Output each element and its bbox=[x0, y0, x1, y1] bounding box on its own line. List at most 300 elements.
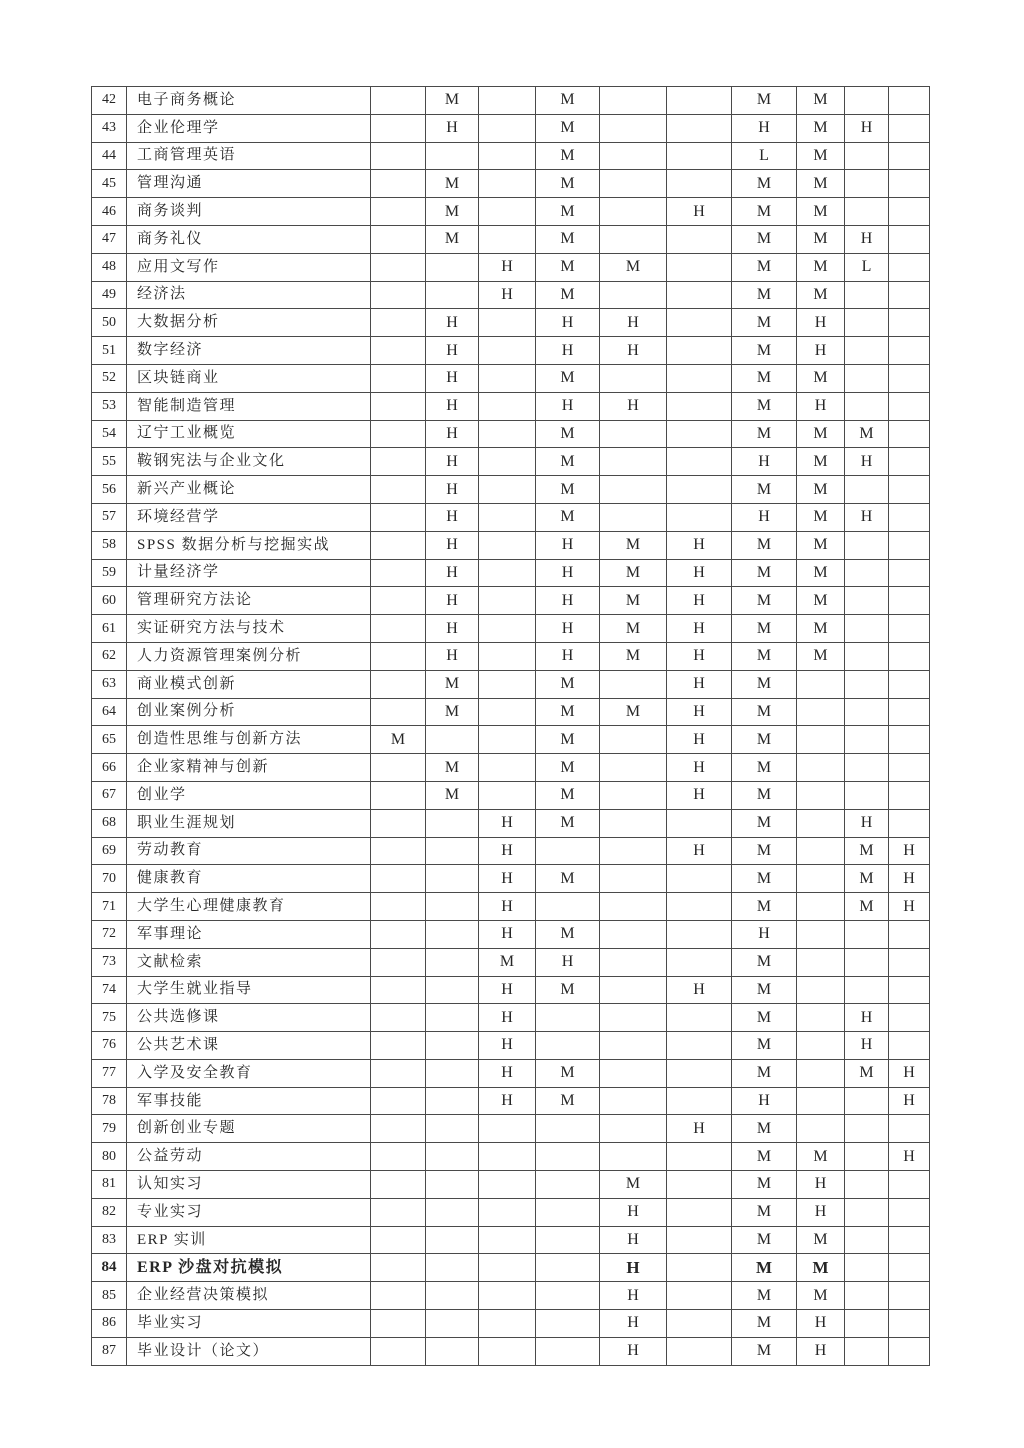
matrix-value-cell: M bbox=[536, 726, 600, 754]
matrix-value-cell bbox=[889, 1115, 930, 1143]
matrix-value-cell bbox=[536, 1226, 600, 1254]
matrix-value-cell: H bbox=[600, 1254, 667, 1282]
table-row bbox=[92, 893, 930, 921]
matrix-value-cell bbox=[889, 114, 930, 142]
matrix-value-cell bbox=[797, 976, 845, 1004]
matrix-value-cell bbox=[797, 754, 845, 782]
matrix-value-cell bbox=[797, 698, 845, 726]
course-name-cell: 公共艺术课 bbox=[127, 1032, 371, 1060]
matrix-value-cell bbox=[889, 448, 930, 476]
matrix-value-cell bbox=[600, 503, 667, 531]
matrix-value-cell bbox=[797, 1032, 845, 1060]
matrix-value-cell bbox=[889, 309, 930, 337]
matrix-value-cell: M bbox=[732, 1226, 797, 1254]
matrix-value-cell: H bbox=[536, 392, 600, 420]
matrix-value-cell: M bbox=[536, 114, 600, 142]
course-name-cell: 军事技能 bbox=[127, 1087, 371, 1115]
matrix-value-cell: M bbox=[426, 781, 479, 809]
matrix-value-cell: M bbox=[536, 225, 600, 253]
matrix-value-cell: H bbox=[426, 114, 479, 142]
matrix-value-cell bbox=[889, 198, 930, 226]
matrix-value-cell bbox=[426, 1004, 479, 1032]
course-name-cell: 大数据分析 bbox=[127, 309, 371, 337]
row-number-cell: 76 bbox=[92, 1032, 127, 1060]
matrix-value-cell: M bbox=[536, 253, 600, 281]
matrix-value-cell bbox=[845, 754, 889, 782]
matrix-value-cell: H bbox=[600, 1198, 667, 1226]
table-row bbox=[92, 1171, 930, 1199]
matrix-value-cell bbox=[845, 364, 889, 392]
matrix-value-cell: H bbox=[426, 337, 479, 365]
matrix-value-cell: M bbox=[732, 1254, 797, 1282]
matrix-value-cell: M bbox=[797, 87, 845, 115]
matrix-value-cell: M bbox=[600, 587, 667, 615]
matrix-value-cell: M bbox=[732, 642, 797, 670]
matrix-value-cell: M bbox=[426, 170, 479, 198]
matrix-value-cell: M bbox=[600, 253, 667, 281]
matrix-value-cell: H bbox=[732, 1087, 797, 1115]
matrix-value-cell bbox=[889, 1337, 930, 1365]
matrix-value-cell bbox=[479, 531, 536, 559]
matrix-value-cell bbox=[667, 948, 732, 976]
matrix-value-cell: M bbox=[797, 170, 845, 198]
matrix-value-cell: H bbox=[667, 726, 732, 754]
matrix-value-cell: H bbox=[845, 809, 889, 837]
matrix-value-cell: M bbox=[600, 531, 667, 559]
matrix-value-cell bbox=[797, 670, 845, 698]
matrix-value-cell bbox=[845, 142, 889, 170]
matrix-value-cell: M bbox=[732, 670, 797, 698]
matrix-value-cell bbox=[371, 392, 426, 420]
matrix-value-cell: H bbox=[797, 1337, 845, 1365]
matrix-value-cell bbox=[371, 837, 426, 865]
matrix-value-cell: M bbox=[600, 1171, 667, 1199]
table-row bbox=[92, 865, 930, 893]
matrix-value-cell: M bbox=[845, 893, 889, 921]
row-number-cell: 62 bbox=[92, 642, 127, 670]
matrix-value-cell bbox=[889, 1032, 930, 1060]
row-number-cell: 85 bbox=[92, 1282, 127, 1310]
matrix-value-cell: M bbox=[732, 1337, 797, 1365]
course-name-cell: 公共选修课 bbox=[127, 1004, 371, 1032]
matrix-value-cell bbox=[371, 364, 426, 392]
course-name-cell: 专业实习 bbox=[127, 1198, 371, 1226]
matrix-value-cell: M bbox=[845, 837, 889, 865]
matrix-value-cell bbox=[845, 476, 889, 504]
matrix-value-cell bbox=[600, 893, 667, 921]
matrix-value-cell bbox=[600, 865, 667, 893]
matrix-value-cell: H bbox=[797, 1171, 845, 1199]
matrix-value-cell: H bbox=[536, 587, 600, 615]
row-number-cell: 87 bbox=[92, 1337, 127, 1365]
course-name-cell: 鞍钢宪法与企业文化 bbox=[127, 448, 371, 476]
matrix-value-cell: H bbox=[797, 1198, 845, 1226]
row-number-cell: 71 bbox=[92, 893, 127, 921]
matrix-value-cell bbox=[797, 865, 845, 893]
row-number-cell: 70 bbox=[92, 865, 127, 893]
matrix-value-cell bbox=[371, 531, 426, 559]
matrix-value-cell: M bbox=[797, 1282, 845, 1310]
row-number-cell: 54 bbox=[92, 420, 127, 448]
matrix-value-cell bbox=[479, 1337, 536, 1365]
table-row bbox=[92, 1310, 930, 1338]
matrix-value-cell bbox=[889, 642, 930, 670]
matrix-value-cell bbox=[667, 1143, 732, 1171]
matrix-value-cell bbox=[667, 1198, 732, 1226]
row-number-cell: 50 bbox=[92, 309, 127, 337]
matrix-value-cell bbox=[845, 1254, 889, 1282]
matrix-value-cell bbox=[371, 1198, 426, 1226]
table-row bbox=[92, 1226, 930, 1254]
course-name-cell: 实证研究方法与技术 bbox=[127, 615, 371, 643]
matrix-value-cell bbox=[600, 476, 667, 504]
matrix-value-cell: H bbox=[667, 1115, 732, 1143]
matrix-value-cell: H bbox=[536, 337, 600, 365]
matrix-value-cell: M bbox=[732, 364, 797, 392]
matrix-value-cell: H bbox=[600, 1226, 667, 1254]
matrix-value-cell: M bbox=[536, 420, 600, 448]
matrix-value-cell: M bbox=[732, 1115, 797, 1143]
table-row bbox=[92, 309, 930, 337]
matrix-value-cell bbox=[371, 253, 426, 281]
course-name-cell: 新兴产业概论 bbox=[127, 476, 371, 504]
row-number-cell: 72 bbox=[92, 920, 127, 948]
row-number-cell: 52 bbox=[92, 364, 127, 392]
matrix-value-cell bbox=[889, 559, 930, 587]
matrix-value-cell: H bbox=[426, 476, 479, 504]
matrix-value-cell: H bbox=[479, 865, 536, 893]
course-name-cell: 数字经济 bbox=[127, 337, 371, 365]
matrix-value-cell bbox=[797, 837, 845, 865]
matrix-value-cell: M bbox=[797, 225, 845, 253]
matrix-value-cell: H bbox=[536, 309, 600, 337]
matrix-value-cell: M bbox=[732, 587, 797, 615]
matrix-value-cell bbox=[479, 1198, 536, 1226]
matrix-value-cell: H bbox=[426, 531, 479, 559]
matrix-value-cell: M bbox=[732, 87, 797, 115]
matrix-value-cell bbox=[426, 809, 479, 837]
matrix-value-cell bbox=[479, 225, 536, 253]
matrix-value-cell: M bbox=[732, 476, 797, 504]
matrix-value-cell: H bbox=[845, 225, 889, 253]
matrix-value-cell bbox=[426, 1032, 479, 1060]
matrix-value-cell bbox=[889, 976, 930, 1004]
matrix-value-cell bbox=[889, 587, 930, 615]
matrix-value-cell: M bbox=[732, 865, 797, 893]
matrix-value-cell: H bbox=[889, 1143, 930, 1171]
matrix-value-cell: M bbox=[732, 698, 797, 726]
matrix-value-cell bbox=[845, 1115, 889, 1143]
matrix-value-cell: H bbox=[479, 893, 536, 921]
matrix-value-cell bbox=[797, 1059, 845, 1087]
row-number-cell: 73 bbox=[92, 948, 127, 976]
matrix-value-cell bbox=[426, 1282, 479, 1310]
matrix-value-cell bbox=[889, 726, 930, 754]
matrix-value-cell bbox=[600, 142, 667, 170]
row-number-cell: 43 bbox=[92, 114, 127, 142]
course-name-cell: 创造性思维与创新方法 bbox=[127, 726, 371, 754]
matrix-value-cell: H bbox=[667, 559, 732, 587]
matrix-value-cell bbox=[371, 1004, 426, 1032]
matrix-value-cell: M bbox=[797, 253, 845, 281]
matrix-value-cell: H bbox=[479, 920, 536, 948]
matrix-value-cell bbox=[479, 587, 536, 615]
matrix-value-cell bbox=[479, 198, 536, 226]
table-row bbox=[92, 364, 930, 392]
row-number-cell: 63 bbox=[92, 670, 127, 698]
matrix-value-cell bbox=[536, 1282, 600, 1310]
matrix-value-cell bbox=[479, 114, 536, 142]
matrix-value-cell bbox=[845, 337, 889, 365]
table-row bbox=[92, 503, 930, 531]
course-name-cell: 创业案例分析 bbox=[127, 698, 371, 726]
course-name-cell: 企业经营决策模拟 bbox=[127, 1282, 371, 1310]
matrix-value-cell bbox=[600, 670, 667, 698]
matrix-value-cell: H bbox=[426, 309, 479, 337]
matrix-value-cell: M bbox=[426, 754, 479, 782]
matrix-value-cell: M bbox=[732, 1059, 797, 1087]
row-number-cell: 42 bbox=[92, 87, 127, 115]
row-number-cell: 45 bbox=[92, 170, 127, 198]
matrix-value-cell: M bbox=[600, 642, 667, 670]
table-row bbox=[92, 615, 930, 643]
table-row bbox=[92, 114, 930, 142]
matrix-value-cell: M bbox=[732, 420, 797, 448]
matrix-value-cell: H bbox=[667, 976, 732, 1004]
table-row bbox=[92, 1337, 930, 1365]
matrix-value-cell bbox=[600, 114, 667, 142]
row-number-cell: 69 bbox=[92, 837, 127, 865]
row-number-cell: 81 bbox=[92, 1171, 127, 1199]
course-name-cell: 智能制造管理 bbox=[127, 392, 371, 420]
row-number-cell: 59 bbox=[92, 559, 127, 587]
matrix-value-cell bbox=[845, 615, 889, 643]
matrix-value-cell: H bbox=[426, 587, 479, 615]
matrix-value-cell bbox=[479, 670, 536, 698]
course-name-cell: 健康教育 bbox=[127, 865, 371, 893]
matrix-value-cell: M bbox=[426, 225, 479, 253]
matrix-value-cell: M bbox=[536, 448, 600, 476]
matrix-value-cell bbox=[845, 1143, 889, 1171]
matrix-value-cell: M bbox=[732, 281, 797, 309]
matrix-value-cell bbox=[667, 476, 732, 504]
course-name-cell: 应用文写作 bbox=[127, 253, 371, 281]
row-number-cell: 53 bbox=[92, 392, 127, 420]
course-name-cell: 人力资源管理案例分析 bbox=[127, 642, 371, 670]
matrix-value-cell bbox=[889, 1004, 930, 1032]
matrix-value-cell: M bbox=[797, 198, 845, 226]
matrix-value-cell bbox=[426, 1171, 479, 1199]
matrix-value-cell bbox=[889, 1171, 930, 1199]
matrix-value-cell bbox=[667, 253, 732, 281]
matrix-value-cell: M bbox=[536, 1059, 600, 1087]
matrix-value-cell: M bbox=[536, 809, 600, 837]
matrix-value-cell: M bbox=[797, 420, 845, 448]
matrix-value-cell bbox=[479, 726, 536, 754]
matrix-value-cell bbox=[479, 754, 536, 782]
matrix-value-cell: M bbox=[732, 392, 797, 420]
matrix-value-cell bbox=[600, 225, 667, 253]
matrix-value-cell: H bbox=[426, 642, 479, 670]
matrix-value-cell: M bbox=[732, 615, 797, 643]
matrix-value-cell bbox=[536, 1310, 600, 1338]
matrix-value-cell bbox=[889, 615, 930, 643]
matrix-value-cell: M bbox=[797, 642, 845, 670]
matrix-value-cell bbox=[426, 1254, 479, 1282]
matrix-value-cell: H bbox=[600, 337, 667, 365]
matrix-value-cell bbox=[600, 837, 667, 865]
matrix-value-cell bbox=[600, 1032, 667, 1060]
matrix-value-cell bbox=[426, 1143, 479, 1171]
matrix-value-cell bbox=[479, 1226, 536, 1254]
matrix-value-cell bbox=[600, 1115, 667, 1143]
matrix-value-cell bbox=[536, 837, 600, 865]
table-row bbox=[92, 837, 930, 865]
matrix-value-cell bbox=[600, 809, 667, 837]
matrix-value-cell bbox=[479, 309, 536, 337]
matrix-value-cell: M bbox=[797, 615, 845, 643]
matrix-value-cell bbox=[479, 781, 536, 809]
matrix-value-cell bbox=[536, 1143, 600, 1171]
matrix-value-cell: H bbox=[845, 1004, 889, 1032]
matrix-value-cell bbox=[845, 559, 889, 587]
matrix-value-cell: M bbox=[536, 198, 600, 226]
matrix-value-cell bbox=[667, 1254, 732, 1282]
matrix-value-cell bbox=[479, 448, 536, 476]
matrix-value-cell: H bbox=[732, 114, 797, 142]
matrix-value-cell bbox=[426, 1059, 479, 1087]
matrix-value-cell: H bbox=[479, 1087, 536, 1115]
table-row bbox=[92, 225, 930, 253]
course-name-cell: 毕业实习 bbox=[127, 1310, 371, 1338]
matrix-value-cell bbox=[845, 1226, 889, 1254]
course-name-cell: 文献检索 bbox=[127, 948, 371, 976]
row-number-cell: 64 bbox=[92, 698, 127, 726]
matrix-value-cell bbox=[797, 893, 845, 921]
matrix-value-cell bbox=[536, 1115, 600, 1143]
table-row bbox=[92, 476, 930, 504]
matrix-value-cell: M bbox=[732, 837, 797, 865]
matrix-value-cell: M bbox=[797, 476, 845, 504]
matrix-value-cell: H bbox=[479, 976, 536, 1004]
matrix-value-cell bbox=[600, 726, 667, 754]
matrix-value-cell bbox=[600, 976, 667, 1004]
matrix-value-cell bbox=[667, 87, 732, 115]
matrix-value-cell bbox=[667, 170, 732, 198]
matrix-value-cell bbox=[667, 420, 732, 448]
matrix-value-cell bbox=[600, 1143, 667, 1171]
table-row bbox=[92, 754, 930, 782]
matrix-value-cell: H bbox=[479, 809, 536, 837]
matrix-value-cell: H bbox=[479, 837, 536, 865]
row-number-cell: 84 bbox=[92, 1254, 127, 1282]
matrix-value-cell: H bbox=[600, 1282, 667, 1310]
matrix-value-cell: H bbox=[536, 559, 600, 587]
matrix-value-cell: M bbox=[732, 1198, 797, 1226]
matrix-value-cell: M bbox=[732, 253, 797, 281]
table-row bbox=[92, 698, 930, 726]
matrix-value-cell bbox=[536, 1171, 600, 1199]
matrix-value-cell: M bbox=[536, 920, 600, 948]
matrix-value-cell bbox=[600, 198, 667, 226]
matrix-value-cell bbox=[667, 142, 732, 170]
matrix-value-cell: M bbox=[732, 1282, 797, 1310]
matrix-value-cell bbox=[426, 976, 479, 1004]
matrix-value-cell: M bbox=[797, 531, 845, 559]
row-number-cell: 79 bbox=[92, 1115, 127, 1143]
matrix-value-cell: M bbox=[600, 559, 667, 587]
matrix-value-cell bbox=[371, 1115, 426, 1143]
matrix-value-cell: H bbox=[667, 698, 732, 726]
matrix-value-cell bbox=[371, 448, 426, 476]
matrix-value-cell bbox=[889, 476, 930, 504]
matrix-value-cell bbox=[600, 420, 667, 448]
row-number-cell: 49 bbox=[92, 281, 127, 309]
matrix-value-cell bbox=[797, 809, 845, 837]
matrix-value-cell bbox=[371, 87, 426, 115]
row-number-cell: 56 bbox=[92, 476, 127, 504]
matrix-value-cell bbox=[600, 448, 667, 476]
matrix-value-cell bbox=[426, 893, 479, 921]
matrix-value-cell bbox=[845, 1087, 889, 1115]
matrix-value-cell bbox=[889, 1198, 930, 1226]
matrix-value-cell: H bbox=[536, 642, 600, 670]
table-row bbox=[92, 1282, 930, 1310]
table-row bbox=[92, 1004, 930, 1032]
matrix-value-cell bbox=[797, 1115, 845, 1143]
matrix-value-cell bbox=[667, 893, 732, 921]
table-row bbox=[92, 281, 930, 309]
matrix-value-cell bbox=[845, 670, 889, 698]
course-name-cell: 创业学 bbox=[127, 781, 371, 809]
matrix-value-cell bbox=[667, 503, 732, 531]
matrix-value-cell: H bbox=[732, 503, 797, 531]
matrix-value-cell: M bbox=[732, 559, 797, 587]
matrix-value-cell bbox=[889, 337, 930, 365]
matrix-value-cell bbox=[426, 1337, 479, 1365]
matrix-value-cell bbox=[667, 809, 732, 837]
matrix-value-cell bbox=[667, 1310, 732, 1338]
matrix-value-cell bbox=[479, 642, 536, 670]
matrix-value-cell: M bbox=[732, 198, 797, 226]
matrix-value-cell: H bbox=[426, 420, 479, 448]
matrix-value-cell: M bbox=[732, 309, 797, 337]
matrix-value-cell bbox=[426, 1115, 479, 1143]
matrix-value-cell bbox=[426, 726, 479, 754]
matrix-value-cell: M bbox=[732, 976, 797, 1004]
matrix-value-cell bbox=[667, 337, 732, 365]
matrix-value-cell: M bbox=[536, 781, 600, 809]
matrix-value-cell bbox=[889, 364, 930, 392]
row-number-cell: 75 bbox=[92, 1004, 127, 1032]
matrix-value-cell bbox=[426, 948, 479, 976]
matrix-value-cell bbox=[845, 1198, 889, 1226]
matrix-value-cell bbox=[479, 1115, 536, 1143]
matrix-value-cell bbox=[371, 1254, 426, 1282]
matrix-value-cell: H bbox=[889, 1087, 930, 1115]
matrix-value-cell: M bbox=[426, 698, 479, 726]
matrix-value-cell bbox=[371, 198, 426, 226]
matrix-value-cell bbox=[536, 1254, 600, 1282]
matrix-value-cell: M bbox=[797, 142, 845, 170]
matrix-value-cell bbox=[426, 281, 479, 309]
matrix-value-cell: H bbox=[797, 337, 845, 365]
matrix-value-cell bbox=[667, 1004, 732, 1032]
course-name-cell: 管理研究方法论 bbox=[127, 587, 371, 615]
matrix-value-cell bbox=[797, 1004, 845, 1032]
matrix-value-cell bbox=[889, 698, 930, 726]
matrix-value-cell bbox=[889, 87, 930, 115]
